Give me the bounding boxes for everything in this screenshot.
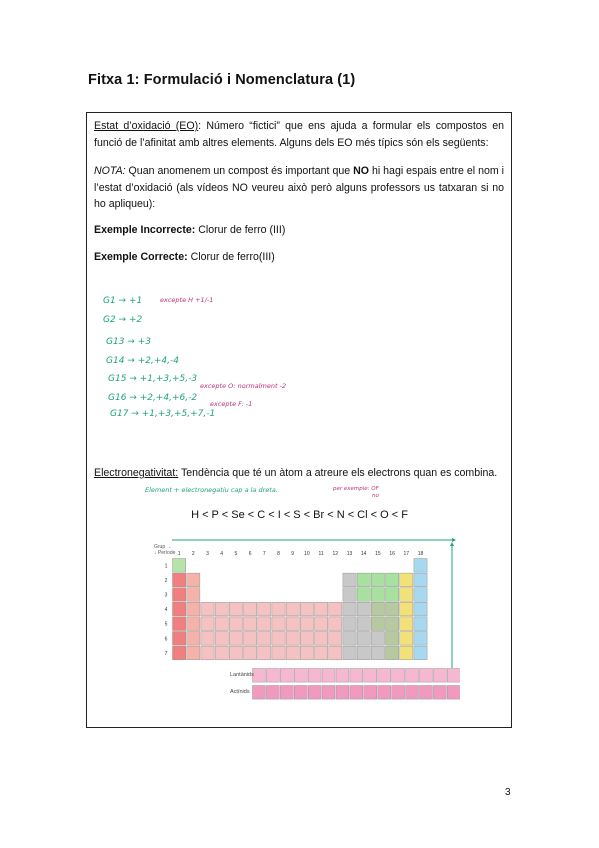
element-cell	[201, 617, 214, 631]
element-cell	[215, 602, 228, 616]
element-cell	[357, 602, 370, 616]
lanthanide-cell	[433, 669, 446, 683]
example-correct	[94, 249, 504, 266]
element-cell	[357, 573, 370, 587]
group-number: 2	[191, 551, 195, 557]
element-cell	[315, 602, 328, 616]
element-cell	[286, 646, 299, 660]
hw-en-note-2: per exemple: OF	[333, 486, 379, 492]
element-cell	[400, 646, 413, 660]
element-cell	[414, 588, 427, 602]
element-cell	[315, 617, 328, 631]
period-header: ↓ Període	[154, 550, 176, 556]
group-number: 4	[220, 551, 224, 557]
lanthanide-cell	[322, 669, 335, 683]
group-number: 6	[248, 551, 252, 557]
nota-paragraph	[94, 163, 504, 213]
example-incorrect-label: Exemple Incorrecte:	[94, 224, 196, 236]
actinide-cell	[447, 686, 460, 700]
element-cell	[258, 632, 271, 646]
element-cell	[414, 573, 427, 587]
group-number: 1	[177, 551, 181, 557]
example-incorrect	[94, 222, 504, 239]
group-number: 16	[389, 551, 395, 557]
element-cell	[386, 573, 399, 587]
lanthanides-label: Lantànids	[230, 672, 254, 678]
element-cell	[371, 573, 384, 587]
element-cell	[173, 632, 186, 646]
hw-en-note: Element + electronegatiu cap a la dreta.	[145, 486, 278, 494]
element-cell	[258, 602, 271, 616]
lanthanide-cell	[378, 669, 391, 683]
element-cell	[272, 602, 285, 616]
element-cell	[371, 602, 384, 616]
element-cell	[343, 588, 356, 602]
actinide-cell	[322, 686, 335, 700]
element-cell	[414, 646, 427, 660]
hw-g1-note: excepte H +1/-1	[160, 296, 214, 304]
element-cell	[357, 588, 370, 602]
nota-no: NO	[353, 165, 369, 177]
element-cell	[215, 617, 228, 631]
group-number: 11	[318, 551, 324, 557]
eo-paragraph	[94, 118, 504, 151]
lanthanide-cell	[336, 669, 349, 683]
element-cell	[300, 617, 313, 631]
actinide-cell	[433, 686, 446, 700]
period-number: 7	[164, 650, 168, 657]
element-cell	[272, 632, 285, 646]
element-cell	[229, 632, 242, 646]
hw-g1: G1 → +1	[103, 296, 143, 306]
element-cell	[258, 646, 271, 660]
en-arrow-head-v	[450, 542, 454, 546]
element-cell	[286, 632, 299, 646]
hw-en-note-3: no	[372, 493, 379, 499]
element-cell	[400, 588, 413, 602]
actinide-cell	[392, 686, 405, 700]
hw-g15-note: excepte O: normalment -2	[200, 382, 287, 390]
element-cell	[400, 632, 413, 646]
element-cell	[201, 646, 214, 660]
actinide-cell	[253, 686, 266, 700]
element-cell	[315, 646, 328, 660]
page-number: 3	[505, 787, 511, 798]
eo-definition: : Número “fictici” que ens ajuda a formular els compostos en funció de l’afinitat amb altres elements. Alguns dels EO més típics són els següents:	[94, 120, 504, 149]
element-cell	[286, 602, 299, 616]
lanthanide-cell	[253, 669, 266, 683]
nota-text-2: hi hagi espais entre el nom i l’estat d’oxidació (als vídeos NO veureu això però alguns professors us tatxaran si no ho apliqueu):	[94, 165, 504, 210]
element-cell	[414, 632, 427, 646]
electronegativity-order: H < P < Se < C < I < S < Br < N < Cl < O < F	[191, 509, 408, 521]
actinide-cell	[266, 686, 279, 700]
group-number: 9	[291, 551, 295, 557]
element-cell	[187, 602, 200, 616]
group-number: 12	[332, 551, 339, 557]
example-correct-label: Exemple Correcte:	[94, 251, 188, 263]
element-cell	[400, 617, 413, 631]
element-cell	[315, 632, 328, 646]
element-cell	[215, 632, 228, 646]
lanthanide-cell	[447, 669, 460, 683]
eo-term: Estat d’oxidació (EO)	[94, 120, 199, 132]
actinide-cell	[350, 686, 363, 700]
group-number: 7	[262, 551, 266, 557]
element-cell	[414, 617, 427, 631]
group-number: 18	[417, 551, 424, 557]
element-cell	[286, 617, 299, 631]
lanthanide-cell	[280, 669, 293, 683]
group-number: 5	[234, 551, 238, 557]
period-number: 4	[164, 607, 168, 614]
element-cell	[229, 646, 242, 660]
element-cell	[173, 573, 186, 587]
example-correct-value: Clorur de ferro(III)	[187, 251, 275, 263]
hw-g14: G14 → +2,+4,-4	[106, 356, 179, 366]
element-cell	[272, 617, 285, 631]
lanthanide-cell	[364, 669, 377, 683]
nota-text-1: Quan anomenem un compost és important que	[125, 165, 354, 177]
element-cell	[173, 602, 186, 616]
group-header: Grup →	[154, 544, 172, 550]
element-cell	[173, 617, 186, 631]
actinide-cell	[336, 686, 349, 700]
lanthanide-cell	[350, 669, 363, 683]
element-cell	[173, 646, 186, 660]
element-cell	[300, 602, 313, 616]
element-cell	[244, 602, 257, 616]
element-cell	[244, 617, 257, 631]
lanthanide-cell	[419, 669, 432, 683]
element-cell	[329, 602, 342, 616]
periodic-table	[150, 538, 460, 706]
element-cell	[187, 646, 200, 660]
element-cell	[371, 646, 384, 660]
element-cell	[215, 646, 228, 660]
electroneg-paragraph	[94, 465, 504, 482]
element-cell	[400, 573, 413, 587]
element-cell	[201, 632, 214, 646]
actinide-cell	[419, 686, 432, 700]
element-cell	[357, 646, 370, 660]
element-cell	[386, 632, 399, 646]
element-cell	[386, 588, 399, 602]
hw-g15: G15 → +1,+3,+5,-3	[108, 374, 198, 384]
group-number: 14	[360, 551, 367, 557]
element-cell	[386, 646, 399, 660]
lanthanide-cell	[266, 669, 279, 683]
actinide-cell	[406, 686, 419, 700]
element-cell	[258, 617, 271, 631]
element-cell	[371, 617, 384, 631]
hw-g16: G16 → +2,+4,+6,-2	[108, 393, 198, 403]
element-cell	[329, 646, 342, 660]
actinide-cell	[280, 686, 293, 700]
element-cell	[343, 602, 356, 616]
element-cell	[201, 602, 214, 616]
element-cell	[300, 632, 313, 646]
group-number: 8	[277, 551, 280, 557]
element-cell	[329, 617, 342, 631]
element-cell	[187, 632, 200, 646]
period-number: 2	[164, 577, 168, 584]
hw-g17: G17 → +1,+3,+5,+7,-1	[110, 409, 216, 419]
hw-g13: G13 → +3	[106, 337, 151, 347]
element-cell	[187, 588, 200, 602]
electroneg-definition: Tendència que té un àtom a atreure els electrons quan es combina.	[178, 467, 498, 479]
element-cell	[244, 632, 257, 646]
element-cell	[329, 632, 342, 646]
group-number: 3	[206, 551, 209, 557]
lanthanide-cell	[392, 669, 405, 683]
element-cell	[229, 617, 242, 631]
nota-label: NOTA:	[94, 165, 126, 177]
lanthanide-cell	[406, 669, 419, 683]
actinide-cell	[364, 686, 377, 700]
period-number: 1	[164, 563, 168, 570]
element-cell	[371, 588, 384, 602]
electroneg-term: Electronegativitat:	[94, 467, 179, 479]
element-cell	[414, 602, 427, 616]
element-cell	[173, 559, 186, 573]
page-title: Fitxa 1: Formulació i Nomenclatura (1)	[88, 72, 356, 88]
hw-g2: G2 → +2	[103, 315, 143, 325]
lanthanide-cell	[308, 669, 321, 683]
element-cell	[400, 602, 413, 616]
actinide-cell	[378, 686, 391, 700]
element-cell	[229, 602, 242, 616]
hw-g16-note: excepte F: -1	[210, 400, 253, 408]
actinides-label: Actínids	[230, 689, 250, 695]
element-cell	[343, 646, 356, 660]
element-cell	[244, 646, 257, 660]
period-number: 6	[164, 636, 168, 643]
example-incorrect-value: Clorur de ferro (III)	[195, 224, 286, 236]
en-arrow-head-h	[452, 538, 456, 542]
group-number: 13	[346, 551, 353, 557]
group-number: 17	[403, 551, 410, 557]
element-cell	[386, 602, 399, 616]
group-number: 15	[375, 551, 381, 557]
element-cell	[187, 617, 200, 631]
element-cell	[343, 632, 356, 646]
element-cell	[300, 646, 313, 660]
element-cell	[343, 573, 356, 587]
actinide-cell	[294, 686, 307, 700]
period-number: 5	[164, 621, 168, 628]
element-cell	[371, 632, 384, 646]
element-cell	[187, 573, 200, 587]
element-cell	[343, 617, 356, 631]
period-number: 3	[164, 592, 168, 599]
actinide-cell	[308, 686, 321, 700]
element-cell	[386, 617, 399, 631]
element-cell	[272, 646, 285, 660]
element-cell	[357, 617, 370, 631]
group-number: 10	[304, 551, 310, 557]
lanthanide-cell	[294, 669, 307, 683]
element-cell	[414, 559, 427, 573]
element-cell	[357, 632, 370, 646]
element-cell	[173, 588, 186, 602]
